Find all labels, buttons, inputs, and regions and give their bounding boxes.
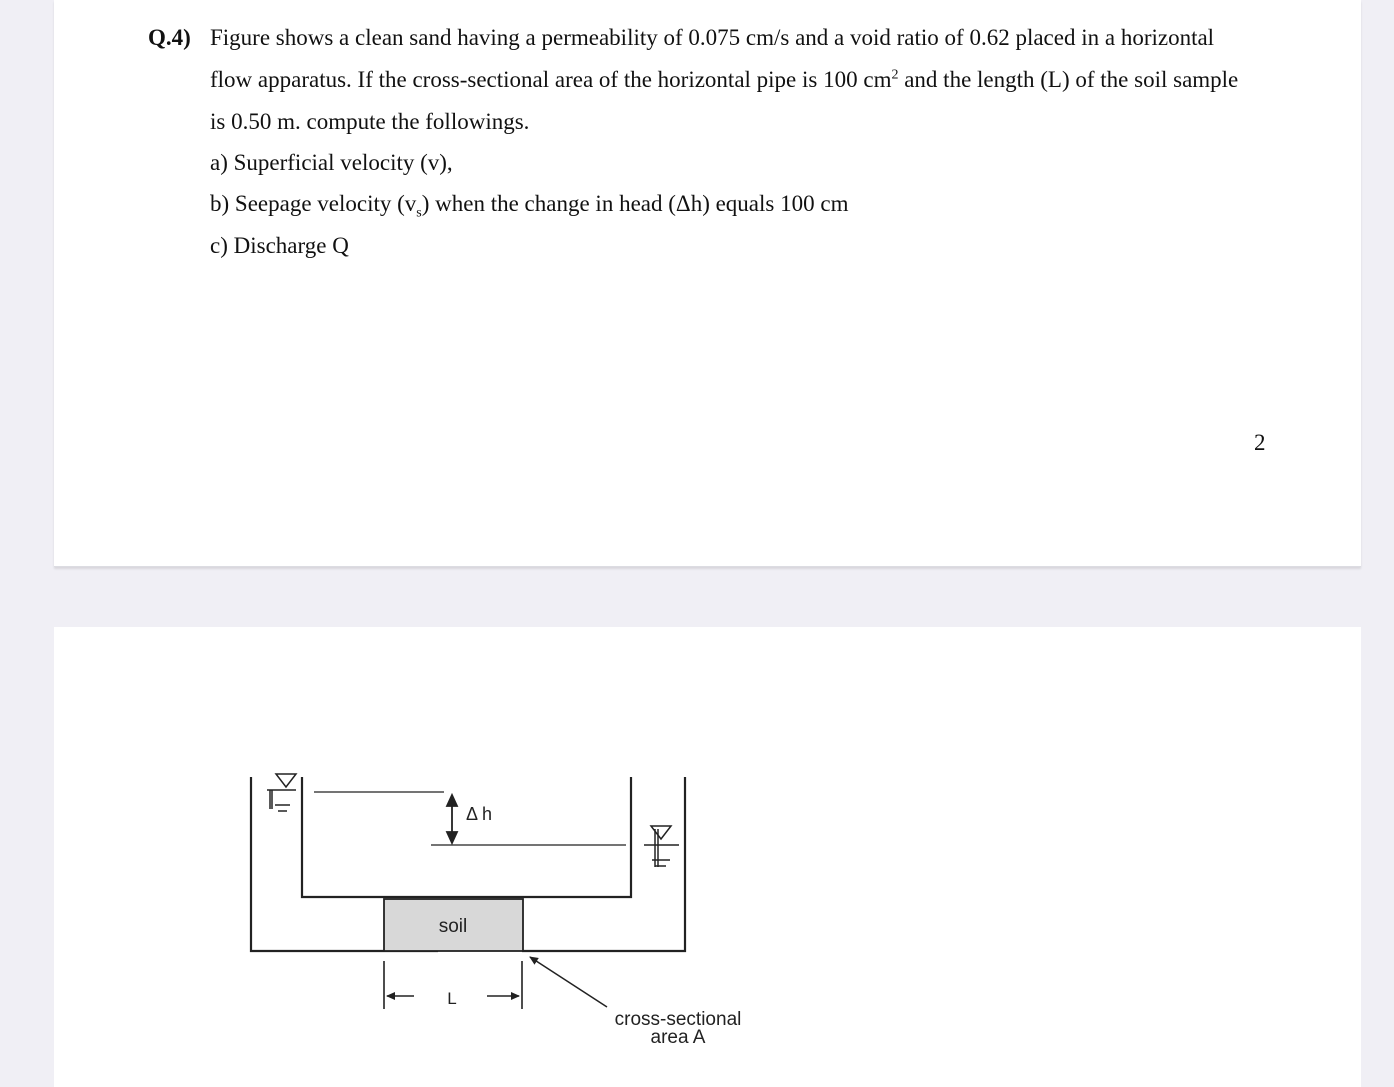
question-part-a: a) Superficial velocity (v),	[210, 150, 453, 175]
question-line-3: is 0.50 m. compute the followings.	[210, 109, 530, 134]
area-label-line2: area A	[650, 1027, 706, 1048]
question-part-b: b) Seepage velocity $(v_s)$ when the change in head (Δh) equals 100 cm	[210, 191, 849, 221]
left-water-level-symbol	[267, 774, 296, 811]
question-line-2: flow apparatus. If the cross-sectional area of the horizontal pipe is 100 $cm^2$ and the length (L) of the soil sample	[210, 67, 1239, 92]
delta-h-arrow	[447, 795, 457, 843]
flow-apparatus-figure	[54, 627, 1361, 1087]
area-label-line1: cross-sectional	[614, 1009, 742, 1030]
soil-label: soil	[438, 916, 468, 937]
delta-h-label: Δ h	[466, 804, 493, 824]
question-part-c: c) Discharge Q	[210, 233, 349, 258]
document-page-2	[54, 627, 1361, 1087]
length-label: L	[447, 989, 457, 1008]
document-page-1	[54, 0, 1361, 567]
question-line-1: Figure shows a clean sand having a permeability of 0.075 cm/s and a void ratio of 0.62 placed in a horizontal	[210, 25, 1215, 50]
right-water-level-symbol	[644, 826, 679, 867]
question-number: Q.4)	[148, 25, 191, 50]
area-leader-arrow	[530, 957, 607, 1007]
page-number: 2	[1254, 430, 1266, 455]
